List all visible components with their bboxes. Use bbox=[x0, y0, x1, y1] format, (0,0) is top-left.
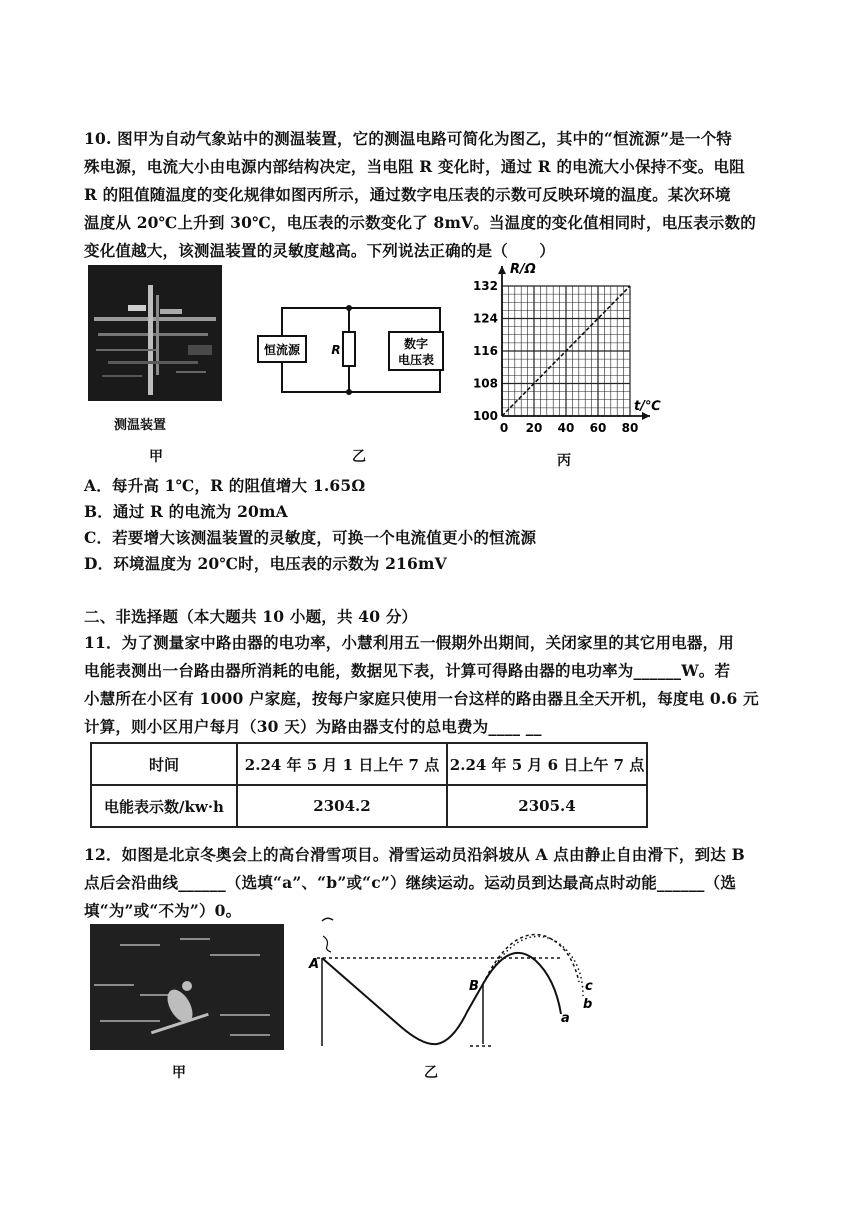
curve-b-label: b bbox=[583, 997, 593, 1012]
q10-line-3: R 的阻值随温度的变化规律如图丙所示，通过数字电压表的示数可反映环境的温度。某次环境 bbox=[84, 185, 731, 204]
q12-line-1: 12．如图是北京冬奥会上的高台滑雪项目。滑雪运动员沿斜坡从 A 点由静止自由滑下，到达 B bbox=[84, 845, 745, 864]
circuit-diagram bbox=[250, 296, 460, 406]
y-tick-label: 132 bbox=[472, 279, 498, 293]
y-tick-label: 116 bbox=[472, 344, 498, 358]
x-tick-label: 20 bbox=[525, 421, 543, 435]
meter-label-1: 数字 bbox=[403, 337, 429, 351]
point-a-label: A bbox=[309, 957, 320, 972]
option-a: A．每升高 1℃，R 的阻值增大 1.65Ω bbox=[84, 476, 366, 495]
table-header-cell: 时间 bbox=[91, 743, 237, 785]
chart-xlabel: t/℃ bbox=[634, 399, 661, 414]
x-tick-label: 40 bbox=[557, 421, 575, 435]
y-tick-label: 108 bbox=[472, 376, 498, 391]
curve-a-label: a bbox=[561, 1011, 570, 1026]
q10-line-4: 温度从 20℃上升到 30℃，电压表的示数变化了 8mV。当温度的变化值相同时，电压表示数的 bbox=[84, 213, 756, 232]
y-tick-label: 124 bbox=[472, 311, 498, 326]
photo-caption: 测温装置 bbox=[114, 418, 167, 433]
option-d: D．环境温度为 20℃时，电压表的示数为 216mV bbox=[84, 554, 447, 573]
q11-line-1: 11．为了测量家中路由器的电功率，小慧利用五一假期外出期间，关闭家里的其它用电器，用 bbox=[84, 633, 734, 652]
meter-label-2: 电压表 bbox=[397, 353, 435, 367]
x-tick-label: 60 bbox=[589, 421, 607, 435]
q12-line-2: 点后会沿曲线______（选填“a”、“b”或“c”）继续运动。运动员到达最高点时动能______（选 bbox=[84, 873, 737, 892]
x-tick-label: 0 bbox=[499, 421, 509, 435]
figure-label-jia-2: 甲 bbox=[172, 1065, 186, 1081]
q10-line-2: 殊电源，电流大小由电源内部结构决定，当电阻 R 变化时，通过 R 的电流大小保持不变。电阻 bbox=[84, 157, 745, 176]
q10-line-1: 10. 图甲为自动气象站中的测温装置，它的测温电路可简化为图乙，其中的“恒流源”是一个特 bbox=[84, 129, 732, 148]
option-b: B．通过 R 的电流为 20mA bbox=[84, 502, 288, 521]
table-cell: 电能表示数/kw·h bbox=[91, 785, 237, 827]
y-tick-label: 100 bbox=[472, 409, 498, 423]
resistance-temperature-chart bbox=[466, 258, 666, 438]
x-tick-label: 80 bbox=[621, 421, 639, 435]
figure-label-bing: 丙 bbox=[557, 453, 571, 469]
ski-trajectory-diagram bbox=[305, 916, 625, 1056]
table-row bbox=[91, 743, 647, 785]
point-b-label: B bbox=[469, 979, 479, 994]
q11-line-2: 电能表测出一台路由器所消耗的电能，数据见下表，计算可得路由器的电功率为______W。若 bbox=[84, 661, 731, 680]
resistor-label: R bbox=[331, 343, 341, 357]
option-c: C．若要增大该测温装置的灵敏度，可换一个电流值更小的恒流源 bbox=[84, 528, 537, 547]
table-row bbox=[91, 785, 647, 827]
q11-line-3: 小慧所在小区有 1000 户家庭，按每户家庭只使用一台这样的路由器且全天开机，每度电 0.6 元 bbox=[84, 689, 759, 708]
q12-line-3: 填“为”或“不为”）0。 bbox=[84, 901, 242, 920]
source-label: 恒流源 bbox=[263, 343, 301, 357]
figure-label-jia: 甲 bbox=[149, 449, 163, 465]
q10-line-5: 变化值越大，该测温装置的灵敏度越高。下列说法正确的是（ ） bbox=[84, 241, 556, 260]
table-header-cell: 2.24 年 5 月 1 日上午 7 点 bbox=[237, 743, 447, 785]
table-cell: 2304.2 bbox=[237, 785, 447, 827]
ski-jump-photo bbox=[90, 924, 284, 1050]
table-header-cell: 2.24 年 5 月 6 日上午 7 点 bbox=[447, 743, 647, 785]
chart-ylabel: R/Ω bbox=[510, 262, 536, 277]
temperature-device-photo bbox=[88, 265, 222, 401]
meter-table bbox=[90, 742, 648, 828]
y-axis-arrow bbox=[498, 266, 506, 274]
figure-label-yi-2: 乙 bbox=[424, 1065, 438, 1081]
figure-label-yi: 乙 bbox=[352, 449, 366, 465]
q11-line-4: 计算，则小区用户每月（30 天）为路由器支付的总电费为____ __ bbox=[84, 717, 542, 736]
curve-c-label: c bbox=[585, 979, 593, 994]
table-cell: 2305.4 bbox=[447, 785, 647, 827]
section-heading: 二、非选择题（本大题共 10 小题，共 40 分） bbox=[84, 607, 418, 626]
resistor-symbol bbox=[343, 332, 355, 366]
